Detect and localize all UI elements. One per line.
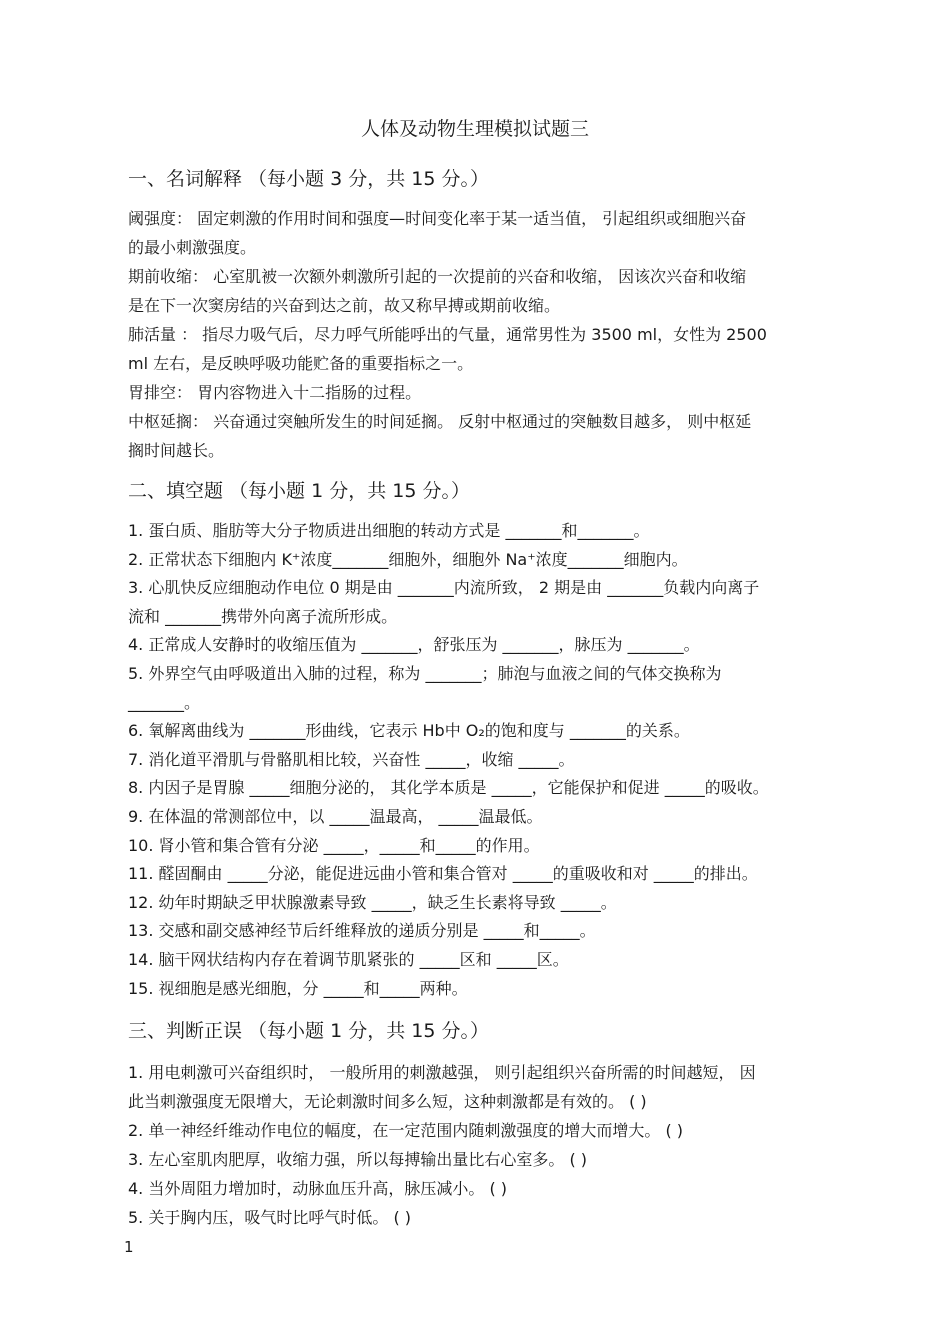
text-line: 肺活量 ： 指尽力吸气后，尽力呼气所能呼出的气量，通常男性为 3500 ml，女性为 2500 bbox=[128, 325, 767, 344]
fill-body bbox=[128, 517, 848, 1003]
question-line: 7. 消化道平滑肌与骨骼肌相比较，兴奋性 _____，收缩 _____。 bbox=[128, 749, 575, 769]
text-line: 阈强度： 固定刺激的作用时间和强度—时间变化率于某一适当值， 引起组织或细胞兴奋 bbox=[128, 209, 747, 228]
document-title: 人体及动物生理模拟试题三 bbox=[360, 118, 589, 140]
question-line: 15. 视细胞是感光细胞，分 _____和_____两种。 bbox=[128, 978, 468, 998]
judge-body bbox=[128, 1058, 848, 1232]
question-line: 6. 氧解离曲线为 _______形曲线，它表示 Hb中 O₂的饱和度与 _______的关系。 bbox=[128, 721, 690, 741]
text-line: 中枢延搁： 兴奋通过突触所发生的时间延搁。 反射中枢通过的突触数目越多， 则中枢延 bbox=[128, 412, 752, 431]
question-line: 4. 当外周阻力增加时，动脉血压升高，脉压减小。 ( ) bbox=[128, 1179, 508, 1198]
question-line: 4. 正常成人安静时的收缩压值为 _______，舒张压为 _______，脉压为 _______。 bbox=[128, 635, 700, 655]
page-number: 1 bbox=[124, 1238, 134, 1256]
question-line: 此当刺激强度无限增大，无论刺激时间多么短，这种刺激都是有效的。 ( ) bbox=[128, 1092, 647, 1111]
question-line: 2. 正常状态下细胞内 K⁺浓度_______细胞外，细胞外 Na⁺浓度_______细胞内。 bbox=[128, 549, 688, 569]
question-line: 5. 关于胸内压，吸气时比呼气时低。 ( ) bbox=[128, 1208, 412, 1227]
question-line: 5. 外界空气由呼吸道出入肺的过程，称为 _______；肺泡与血液之间的气体交换称为 bbox=[128, 663, 722, 683]
text-line: 是在下一次窦房结的兴奋到达之前，故又称早搏或期前收缩。 bbox=[128, 296, 561, 315]
question-line: 9. 在体温的常测部位中，以 _____温最高， _____温最低。 bbox=[128, 806, 543, 826]
question-line: 14. 脑干网状结构内存在着调节肌紧张的 _____区和 _____区。 bbox=[128, 949, 569, 969]
question-line: 流和 _______携带外向离子流所形成。 bbox=[128, 606, 398, 626]
question-line: 1. 用电刺激可兴奋组织时， 一般所用的刺激越强， 则引起组织兴奋所需的时间越短， 因 bbox=[128, 1063, 756, 1082]
text-line: 期前收缩： 心室肌被一次额外刺激所引起的一次提前的兴奋和收缩， 因该次兴奋和收缩 bbox=[128, 267, 747, 286]
text-line: 胃排空： 胃内容物进入十二指肠的过程。 bbox=[128, 383, 422, 402]
question-line: 3. 左心室肌肉肥厚，收缩力强，所以每搏输出量比右心室多。 ( ) bbox=[128, 1150, 588, 1169]
question-line: 1. 蛋白质、脂肪等大分子物质进出细胞的转动方式是 _______和_______。 bbox=[128, 521, 650, 540]
section-heading-fill: 二、填空题 （每小题 1 分，共 15 分。） bbox=[128, 480, 470, 502]
question-line: 13. 交感和副交感神经节后纤维释放的递质分别是 _____和_____。 bbox=[128, 921, 596, 941]
question-line: 3. 心肌快反应细胞动作电位 0 期是由 _______内流所致， 2 期是由 _______负载内向离子 bbox=[128, 578, 760, 598]
question-line: 12. 幼年时期缺乏甲状腺激素导致 _____，缺乏生长素将导致 _____。 bbox=[128, 892, 617, 912]
question-line: 10. 肾小管和集合管有分泌 _____，_____和_____的作用。 bbox=[128, 835, 540, 855]
question-line: 2. 单一神经纤维动作电位的幅度，在一定范围内随刺激强度的增大而增大。 ( ) bbox=[128, 1121, 684, 1140]
terms-body bbox=[128, 204, 848, 465]
section-heading-judge: 三、判断正误 （每小题 1 分，共 15 分。） bbox=[128, 1020, 489, 1042]
text-line: 的最小刺激强度。 bbox=[128, 238, 257, 257]
question-line: 8. 内因子是胃腺 _____细胞分泌的， 其化学本质是 _____，它能保护和促进 _____的吸收。 bbox=[128, 778, 769, 798]
question-line: 11. 醛固酮由 _____分泌，能促进远曲小管和集合管对 _____的重吸收和对 _____的排出。 bbox=[128, 864, 758, 884]
question-line: _______。 bbox=[128, 692, 201, 712]
text-line: ml 左右，是反映呼吸功能贮备的重要指标之一。 bbox=[128, 354, 474, 373]
text-line: 搁时间越长。 bbox=[128, 441, 225, 460]
section-heading-terms: 一、名词解释 （每小题 3 分，共 15 分。） bbox=[128, 168, 489, 190]
